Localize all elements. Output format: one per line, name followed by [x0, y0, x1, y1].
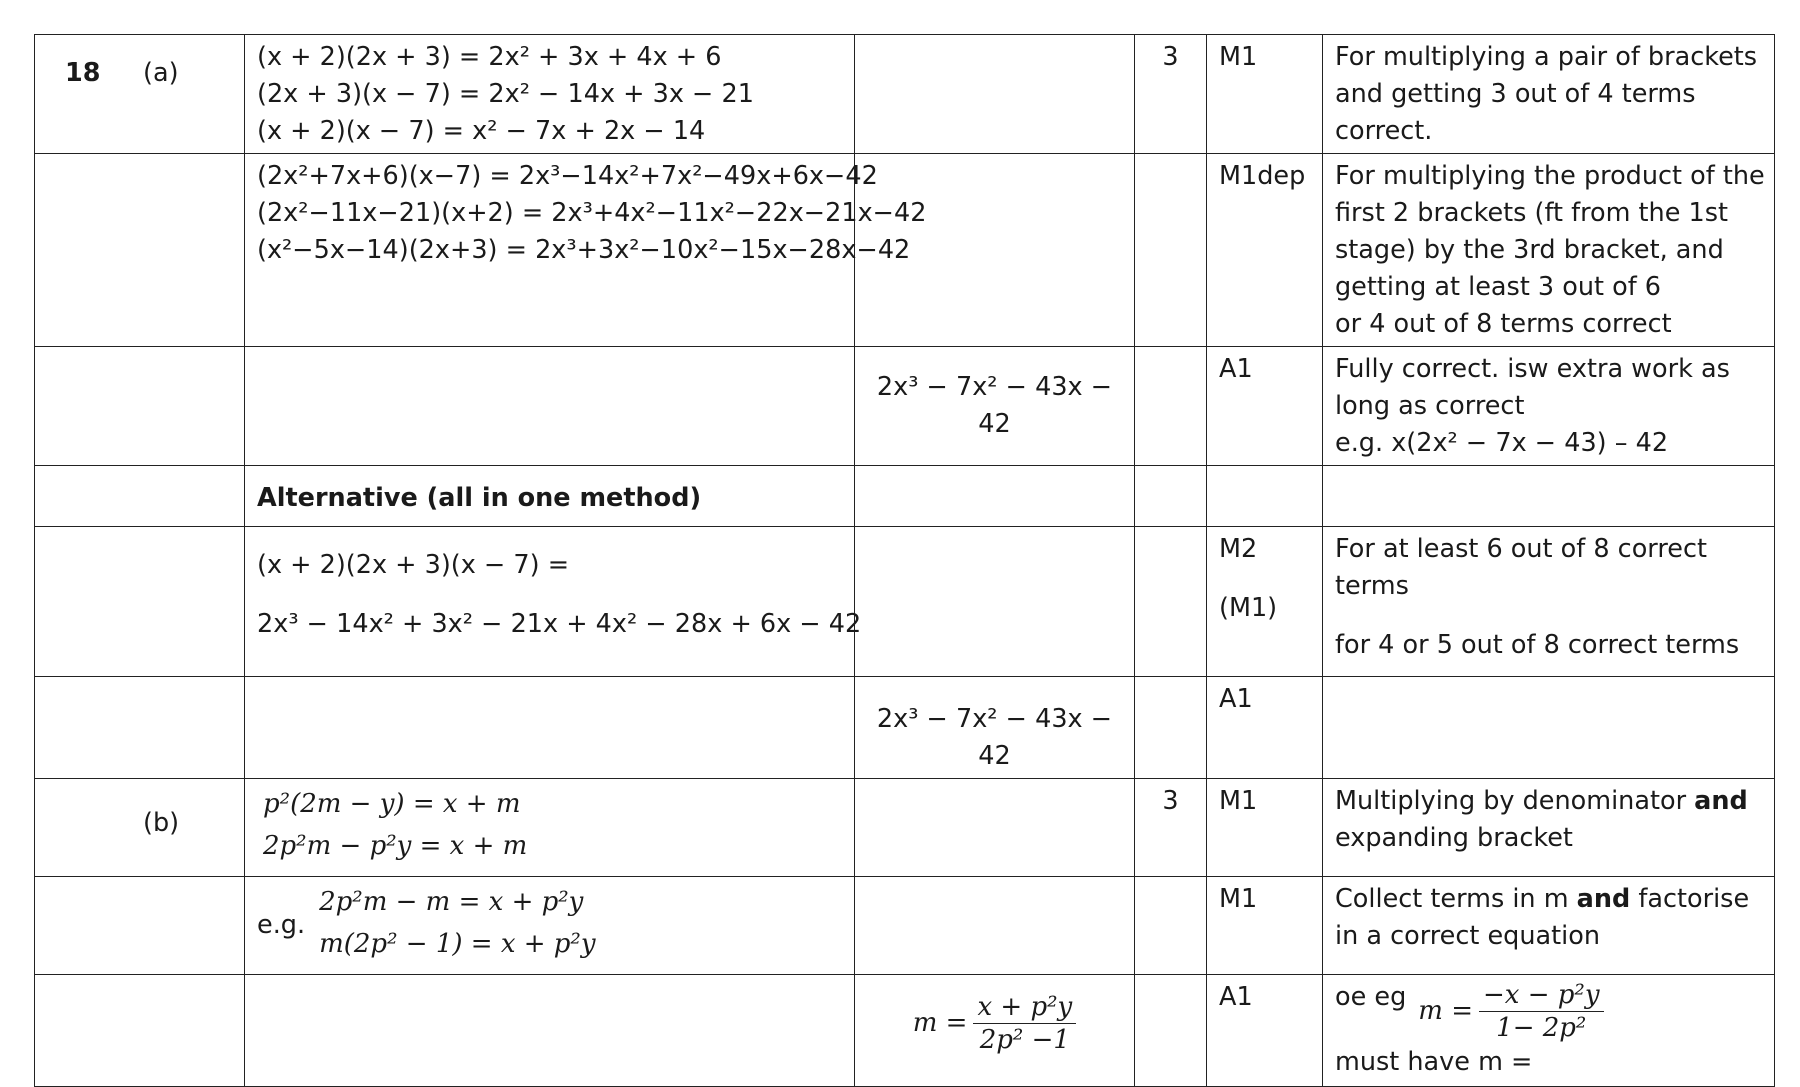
working-cell [245, 877, 855, 975]
answer-cell [855, 466, 1135, 527]
question-cell [35, 677, 245, 779]
guidance-text: factorise [1630, 884, 1750, 914]
question-part-b: (b) [143, 808, 180, 838]
question-cell [35, 35, 245, 154]
table-row [35, 877, 1775, 975]
question-part-a: (a) [143, 58, 179, 88]
guidance-line: stage) by the 3rd bracket, and [1335, 235, 1724, 265]
mark-code-cell: A1 [1207, 347, 1323, 466]
table-row [35, 527, 1775, 677]
marks-cell [1135, 466, 1207, 527]
table-row [35, 677, 1775, 779]
guidance-line: e.g. x(2x² − 7x − 43) – 42 [1335, 428, 1669, 458]
guidance-cell [1323, 35, 1775, 154]
table-row [35, 347, 1775, 466]
guidance-bold: and [1694, 786, 1748, 816]
guidance-line: first 2 brackets (ft from the 1st [1335, 198, 1729, 228]
marks-cell [1135, 975, 1207, 1087]
guidance-line: or 4 out of 8 terms correct [1335, 309, 1672, 339]
working-cell [245, 347, 855, 466]
working-cell [245, 975, 855, 1087]
working-line: m(2p² − 1) = x + p²y [319, 929, 596, 959]
alternative-heading: Alternative (all in one method) [257, 483, 702, 513]
guidance-cell [1323, 975, 1775, 1087]
guidance-cell [1323, 677, 1775, 779]
question-cell [35, 347, 245, 466]
table-row [35, 154, 1775, 347]
mark-code-cell: M1 [1207, 35, 1323, 154]
guidance-cell [1323, 779, 1775, 877]
working-cell [245, 677, 855, 779]
guidance-text: For at least 6 out of 8 correct terms [1335, 534, 1707, 601]
marks-cell [1135, 677, 1207, 779]
table-row [35, 35, 1775, 154]
guidance-text: Multiplying by denominator [1335, 786, 1695, 816]
marks-cell [1135, 154, 1207, 347]
marks-cell: 3 [1135, 779, 1207, 877]
fraction-denominator: 2p² −1 [979, 1025, 1070, 1055]
working-line: (x + 2)(x − 7) = x² − 7x + 2x − 14 [257, 116, 706, 146]
guidance-line: For multiplying a pair of brackets [1335, 42, 1758, 72]
question-cell [35, 466, 245, 527]
guidance-line: getting at least 3 out of 6 [1335, 272, 1662, 302]
guidance-cell [1323, 347, 1775, 466]
answer-text: 2x³ − 7x² − 43x − 42 [876, 704, 1113, 771]
answer-cell [855, 975, 1135, 1087]
table-row [35, 779, 1775, 877]
guidance-line [1335, 783, 1762, 820]
guidance-bold: and [1576, 884, 1631, 914]
guidance-line: and getting 3 out of 4 terms [1335, 79, 1696, 109]
working-line: 2x³ − 14x² + 3x² − 21x + 4x² − 28x + 6x − 42 [257, 609, 862, 639]
question-cell [35, 779, 245, 877]
working-line: 2p²m − p²y = x + m [263, 831, 528, 861]
fraction-denominator: 1− 2p² [1496, 1013, 1587, 1043]
oe-expression [1335, 979, 1762, 1044]
oe-lhs: m = [1418, 996, 1473, 1026]
question-cell [35, 877, 245, 975]
table-row [35, 466, 1775, 527]
working-line: (2x²+7x+6)(x−7) = 2x³−14x²+7x²−49x+6x−42 [257, 161, 878, 191]
answer-cell [855, 347, 1135, 466]
working-line: (2x²−11x−21)(x+2) = 2x³+4x²−11x²−22x−21x−42 [257, 198, 927, 228]
fraction-numerator: −x − p²y [1479, 979, 1604, 1012]
answer-cell [855, 677, 1135, 779]
question-cell [35, 527, 245, 677]
working-cell [245, 154, 927, 347]
guidance-line: expanding bracket [1335, 823, 1573, 853]
guidance-line: correct. [1335, 116, 1433, 146]
marks-cell [1135, 877, 1207, 975]
answer-expression [867, 979, 1122, 1056]
guidance-cell [1323, 527, 1775, 677]
marks-cell [1135, 527, 1207, 677]
guidance-cell [1323, 877, 1775, 975]
guidance-line: long as correct [1335, 391, 1525, 421]
question-cell [35, 154, 245, 347]
working-line: (2x + 3)(x − 7) = 2x² − 14x + 3x − 21 [257, 79, 754, 109]
guidance-line: in a correct equation [1335, 921, 1600, 951]
mark-code-cell: A1 [1207, 677, 1323, 779]
guidance-line [1335, 881, 1762, 918]
guidance-cell [1323, 154, 1775, 347]
table-row [35, 975, 1775, 1087]
answer-lhs: m = [912, 1008, 968, 1038]
working-cell [245, 527, 862, 677]
mark-scheme-table [34, 34, 1775, 1087]
working-cell [245, 779, 855, 877]
working-line: (x + 2)(2x + 3) = 2x² + 3x + 4x + 6 [257, 42, 722, 72]
eg-label: e.g. [257, 909, 306, 940]
mark-code-cell: M1dep [1207, 154, 1323, 347]
mark-code-cell [1207, 466, 1323, 527]
mark-code: M2 [1219, 534, 1258, 564]
working-cell [245, 466, 855, 527]
working-line: (x + 2)(2x + 3)(x − 7) = [257, 550, 570, 580]
answer-text: 2x³ − 7x² − 43x − 42 [876, 372, 1113, 439]
fraction-numerator: x + p²y [973, 991, 1076, 1024]
mark-code-cell: M1 [1207, 877, 1323, 975]
mark-code-cell: M1 [1207, 779, 1323, 877]
working-line: p²(2m − y) = x + m [263, 789, 521, 819]
question-number: 18 [65, 58, 101, 88]
guidance-line: must have m = [1335, 1047, 1533, 1077]
answer-fraction [973, 991, 1076, 1056]
guidance-line: Fully correct. isw extra work as [1335, 354, 1730, 384]
guidance-text: Collect terms in m [1335, 884, 1577, 914]
guidance-line: For multiplying the product of the [1335, 161, 1765, 191]
mark-code-cell [1207, 527, 1323, 677]
working-line: 2p²m − m = x + p²y [319, 887, 584, 917]
answer-cell [855, 877, 1135, 975]
answer-cell [855, 35, 1135, 154]
mark-code: (M1) [1219, 593, 1278, 623]
marks-cell [1135, 347, 1207, 466]
working-line: (x²−5x−14)(2x+3) = 2x³+3x²−10x²−15x−28x−42 [257, 235, 911, 265]
answer-cell [855, 779, 1135, 877]
mark-code-cell: A1 [1207, 975, 1323, 1087]
oe-label: oe eg [1335, 982, 1407, 1012]
guidance-text: for 4 or 5 out of 8 correct terms [1335, 630, 1740, 660]
marks-cell: 3 [1135, 35, 1207, 154]
guidance-cell [1323, 466, 1775, 527]
answer-cell [855, 527, 1135, 677]
working-cell [245, 35, 855, 154]
question-cell [35, 975, 245, 1087]
oe-fraction [1479, 979, 1604, 1044]
